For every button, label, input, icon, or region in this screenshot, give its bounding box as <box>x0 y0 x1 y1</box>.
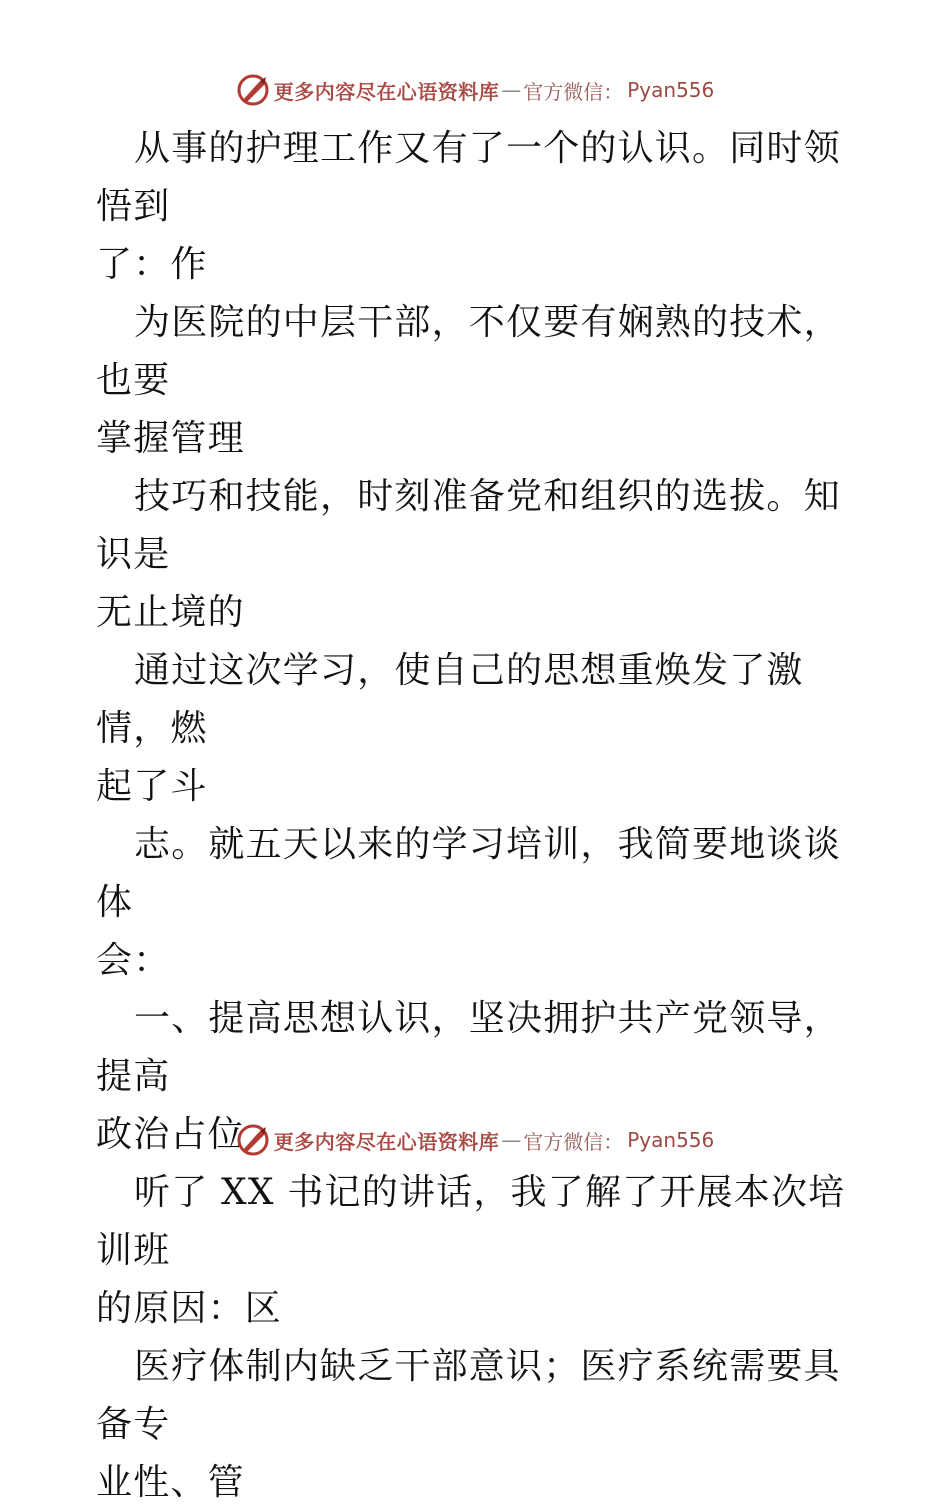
paragraph <box>96 120 856 294</box>
footer-watermark <box>0 1120 950 1160</box>
header-watermark <box>0 70 950 110</box>
paragraph <box>96 468 856 642</box>
paragraph-line: 一、提高思想认识，坚决拥护共产党领导，提高 <box>96 998 841 1097</box>
paragraph-line: 了：作 <box>96 244 208 285</box>
watermark-wechat-label: 官方微信： <box>523 1129 624 1154</box>
paragraph-line: 为医院的中层干部，不仅要有娴熟的技术，也要 <box>96 302 841 401</box>
watermark-wechat-id: Pyan556 <box>627 78 715 102</box>
paragraph <box>96 642 856 816</box>
paragraph-line: 会： <box>96 940 171 981</box>
document-body <box>96 120 856 1512</box>
watermark-wechat-id: Pyan556 <box>627 1128 715 1152</box>
paragraph-line: 掌握管理 <box>96 418 245 459</box>
quill-pen-logo-icon <box>236 73 270 107</box>
paragraph-line: 医疗体制内缺乏干部意识；医疗系统需要具备专 <box>96 1346 841 1445</box>
watermark-text: 更多内容尽在心语资料库 <box>273 79 500 104</box>
paragraph-line: 技巧和技能，时刻准备党和组织的选拔。知识是 <box>96 476 841 575</box>
paragraph-line: 听了 XX 书记的讲话，我了解了开展本次培训班 <box>96 1172 846 1271</box>
watermark-dash: — <box>501 78 522 102</box>
watermark-wechat-label: 官方微信： <box>523 79 624 104</box>
paragraph-line: 通过这次学习，使自己的思想重焕发了激情，燃 <box>96 650 804 749</box>
paragraph-line: 从事的护理工作又有了一个的认识。同时领悟到 <box>96 128 841 227</box>
paragraph-line: 的原因：区 <box>96 1288 283 1329</box>
quill-pen-logo-icon <box>236 1123 270 1157</box>
paragraph <box>96 294 856 468</box>
paragraph-line: 志。就五天以来的学习培训，我简要地谈谈体 <box>96 824 841 923</box>
paragraph-line: 业性、管 <box>96 1462 245 1503</box>
watermark-text: 更多内容尽在心语资料库 <box>273 1129 500 1154</box>
watermark-dash: — <box>501 1128 522 1152</box>
paragraph <box>96 816 856 990</box>
paragraph <box>96 1164 856 1338</box>
paragraph-line: 起了斗 <box>96 766 208 807</box>
paragraph-line: 政治占位 <box>96 1114 245 1155</box>
paragraph <box>96 1338 856 1512</box>
paragraph-line: 无止境的 <box>96 592 245 633</box>
